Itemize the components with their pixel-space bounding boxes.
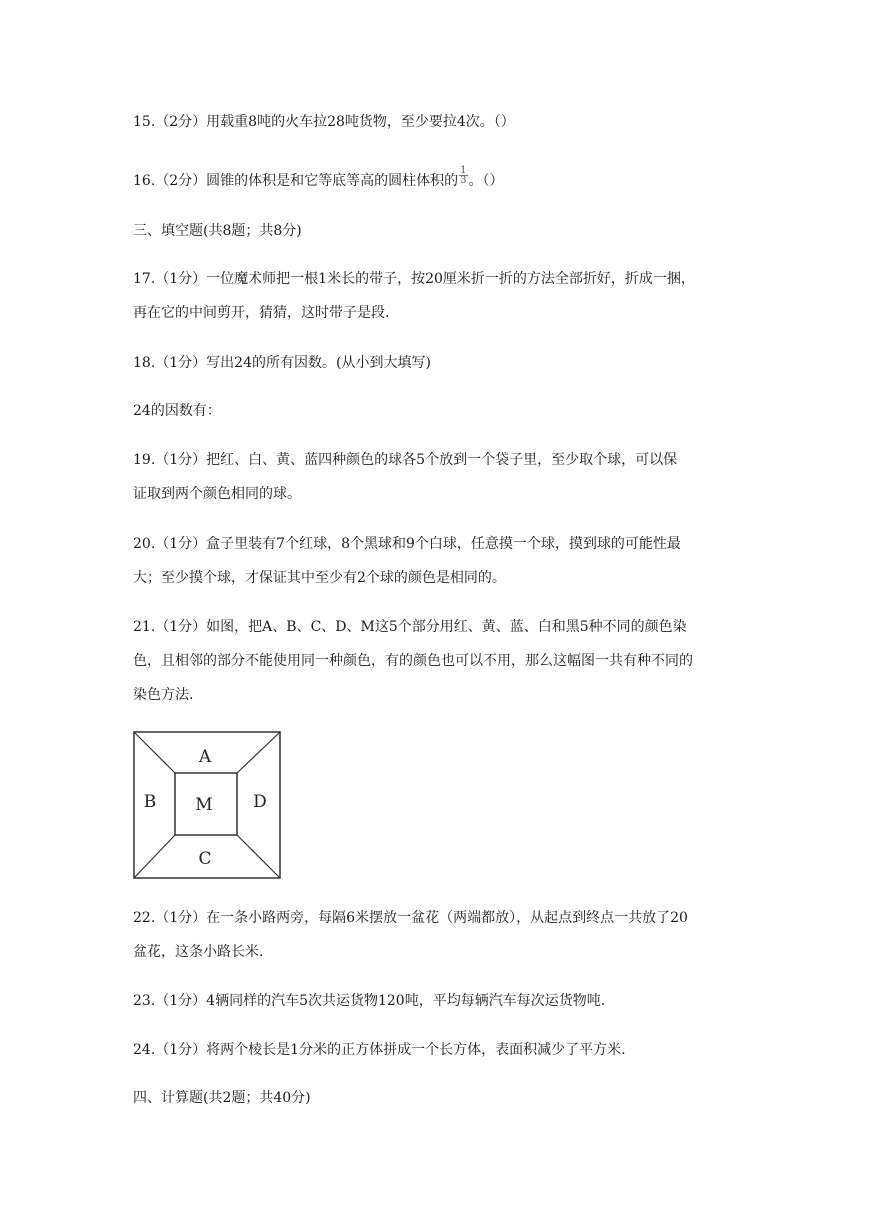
diagonal-top-right [237,732,280,773]
q20-line-2: 大；至少摸个球，才保证其中至少有2个球的颜色是相同的。 [133,570,506,586]
fraction-denominator: 3 [460,174,467,186]
section-3-heading: 三、填空题(共8题；共8分) [133,223,302,239]
region-label-d: D [253,792,267,812]
region-label-a: A [198,747,212,767]
coloring-region-diagram [133,731,283,881]
q16-text [133,164,504,191]
q16-text-pre: 16.（2分）圆锥的体积是和它等底等高的圆柱体积的 [133,173,459,189]
q16-text-post: 。（） [468,173,504,189]
q23-text: 23.（1分）4辆同样的汽车5次共运货物120吨，平均每辆汽车每次运货物吨. [133,993,606,1009]
diagonal-top-left [134,732,175,773]
diagonal-bottom-left [134,835,175,878]
q21-line-3: 染色方法. [133,687,194,703]
q18-text: 18.（1分）写出24的所有因数。(从小到大填写) [133,355,431,371]
region-label-m: M [195,795,213,815]
region-label-b: B [143,792,157,812]
q20-line-1: 20.（1分）盒子里装有7个红球，8个黑球和9个白球，任意摸一个球，摸到球的可能性最 [133,536,681,552]
fraction-one-third [459,166,467,185]
q21-line-2: 色，且相邻的部分不能使用同一种颜色，有的颜色也可以不用，那么这幅图一共有种不同的 [133,653,693,669]
q19-line-1: 19.（1分）把红、白、黄、蓝四种颜色的球各5个放到一个袋子里，至少取个球，可以保 [133,452,678,468]
q22-line-2: 盆花，这条小路长米. [133,944,264,960]
region-label-c: C [198,849,212,869]
diagonal-bottom-right [237,835,280,878]
q19-line-2: 证取到两个颜色相同的球。 [133,486,301,502]
fraction-numerator: 1 [460,164,467,176]
section-4-heading: 四、计算题(共2题；共40分) [133,1090,311,1106]
q17-line-2: 再在它的中间剪开，猜猜，这时带子是段. [133,305,390,321]
q21-line-1: 21.（1分）如图，把A、B、C、D、M这5个部分用红、黄、蓝、白和黑5种不同的颜色染 [133,619,687,635]
q15-text: 15.（2分）用载重8吨的火车拉28吨货物，至少要拉4次。（） [133,114,515,130]
q22-line-1: 22.（1分）在一条小路两旁，每隔6米摆放一盆花（两端都放），从起点到终点一共放了20 [133,910,688,926]
q24-text: 24.（1分）将两个棱长是1分米的正方体拼成一个长方体，表面积减少了平方米. [133,1042,626,1058]
q18-sub-text: 24的因数有： [133,403,221,419]
q17-line-1: 17.（1分）一位魔术师把一根1米长的带子，按20厘米折一折的方法全部折好，折成一捆， [133,271,695,287]
